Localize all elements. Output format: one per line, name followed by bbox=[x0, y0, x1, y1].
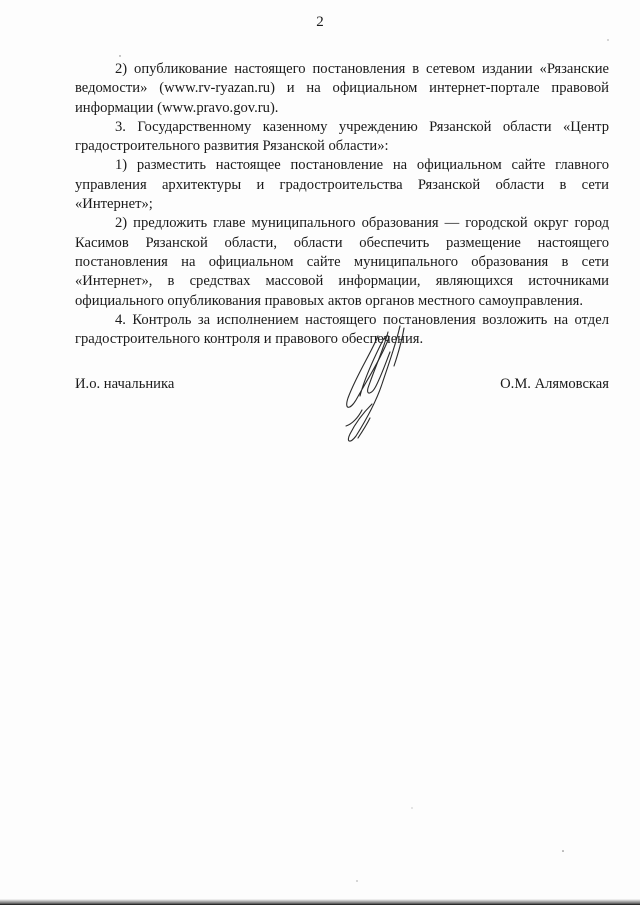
paragraph-item-4: 4. Контроль за исполнением настоящего постановления возложить на отдел градостроительного контроля и правового обеспечения. bbox=[75, 311, 609, 348]
signature-stroke bbox=[394, 328, 404, 366]
handwritten-signature bbox=[326, 318, 436, 448]
paragraph-item-3-2: 2) предложить главе муниципального образования — городской округ город Касимов Рязанской области, области обеспечить размещение настоящего постановления на официальном сайте муниципального образования в сети «Интернет», в средствах массовой информации, являющихся источниками официального опубликования правовых актов органов местного самоуправления. bbox=[75, 215, 609, 309]
signature-stroke bbox=[368, 332, 390, 393]
document-body bbox=[75, 60, 609, 349]
signer-position: И.о. начальника bbox=[75, 376, 175, 392]
paragraph-item-3-1: 1) разместить настоящее постановление на официальном сайте главного управления архитектуры и градостроительства Рязанской области в сети «Интернет»; bbox=[75, 157, 609, 213]
paragraph-publication: 2) опубликование настоящего постановления в сетевом издании «Рязанские ведомости» (www.rv-ryazan.ru) и на официальном интернет-портале правовой информации (www.pravo.gov.ru). bbox=[75, 61, 609, 116]
signer-name: О.М. Алямовская bbox=[500, 376, 609, 392]
scan-bottom-edge bbox=[0, 899, 640, 905]
page-number: 2 bbox=[316, 14, 324, 30]
paragraph-item-3: 3. Государственному казенному учреждению Рязанской области «Центр градостроительного развития Рязанской области»: bbox=[75, 118, 609, 155]
signature-stroke bbox=[358, 418, 370, 438]
